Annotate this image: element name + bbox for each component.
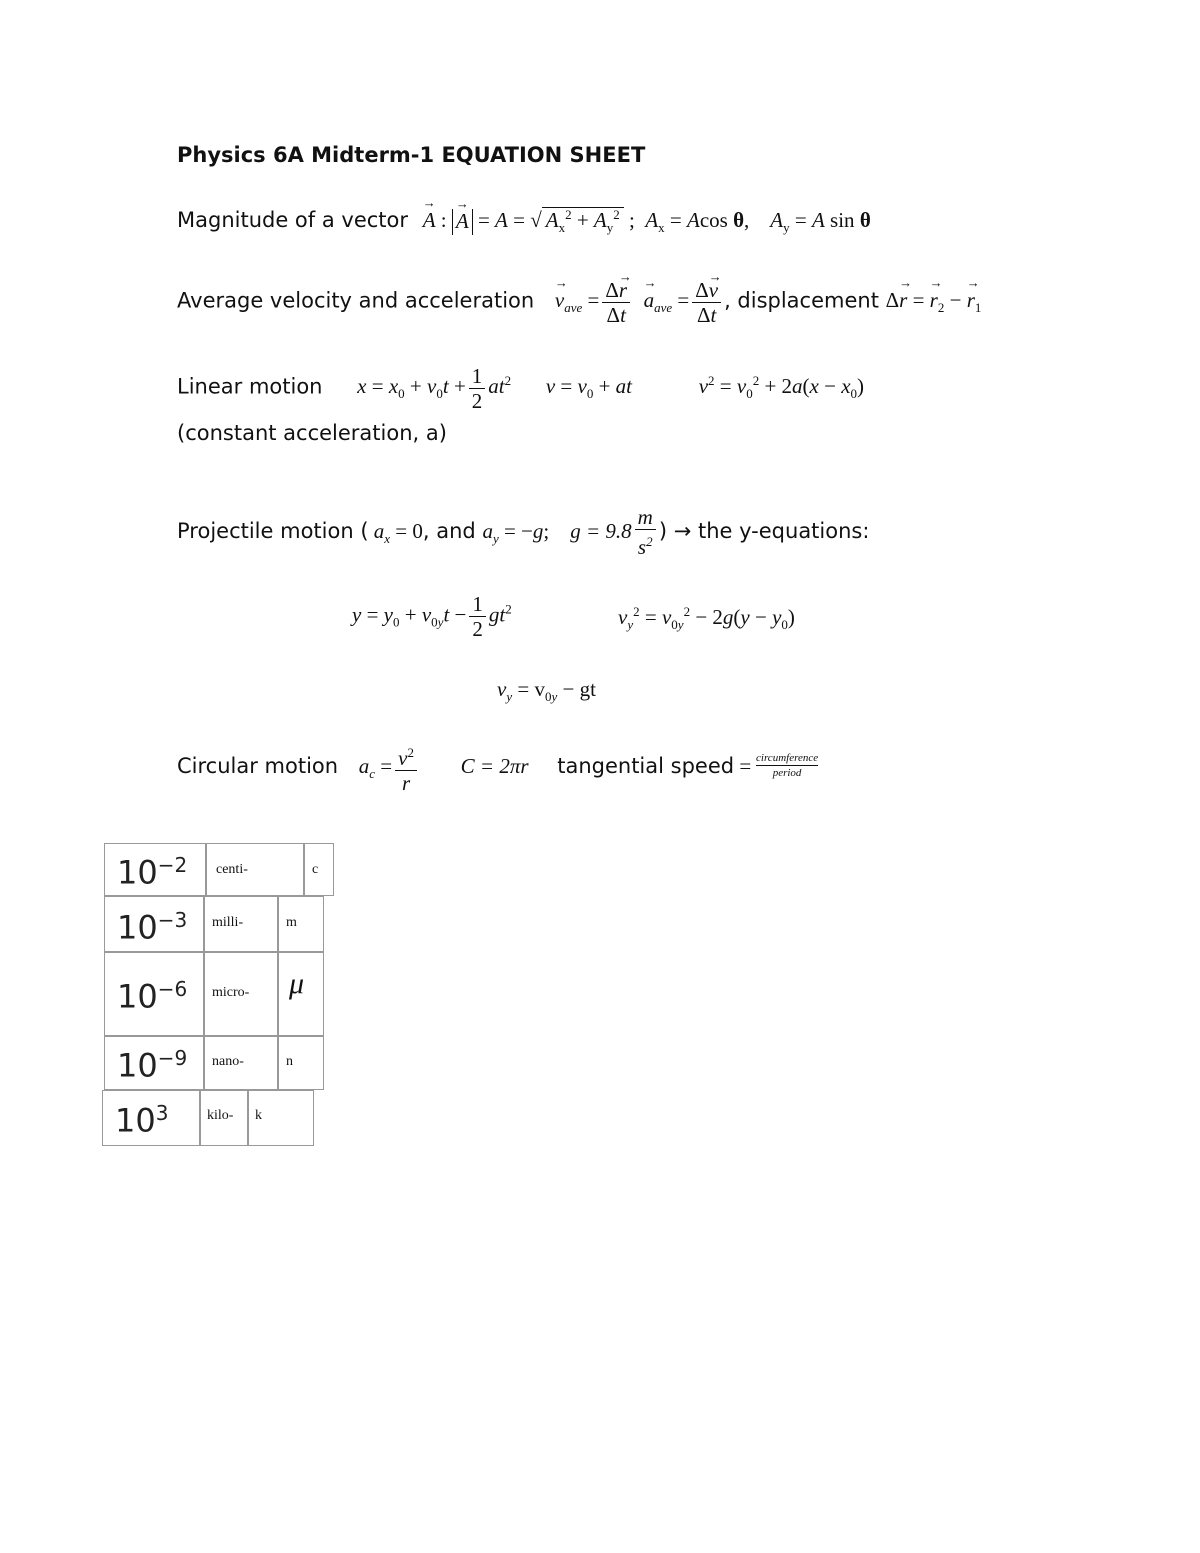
prefix-symbol: n [286,1054,293,1069]
projectile-and: , and [422,519,476,543]
prefix-name: nano- [212,1054,244,1069]
circumference-eq: C = 2πr [460,753,529,778]
projectile-row: Projectile motion ( $a_x = 0$, and $a_y = -g$; g = 9.8 $\frac{m}{s^2}$ ) → the y-equations: [177,505,870,559]
tangential-label: tangential speed [557,753,735,778]
velocity-row: Average velocity and acceleration $v \to_{ave}$ = $\frac{\Delta r \to}{\Delta t}$ $a \to_{ave}$ = $\frac{\Delta v \to}{\Delta t}$ , displacement Δr → = $r \to_2 - r \to_1$ [177,278,981,327]
prefix-name: milli- [212,915,244,930]
prefix-symbol: c [312,862,319,877]
linear-label: Linear motion [177,374,323,399]
prefix-symbol: k [255,1108,262,1123]
table-row: $10^{-9}$ [104,1036,204,1090]
vector-magnitude-row: Magnitude of a vector A → : A → = A = √ $A_x^2 + A_y^2$ ; $A_x = Acos$ θ, $A_y = A$ sin θ [177,207,871,236]
velocity-label: Average velocity and acceleration [177,288,535,313]
prefix-symbol: m [286,915,297,930]
projectile-vy2-equation: $v_y^2 = v_{0y}^2 - 2g(y - y_0)$ [618,604,795,633]
prefix-symbol: μ [289,967,305,1000]
prefix-name: micro- [212,985,250,1000]
projectile-arrow: ) → the y-equations: [658,519,870,543]
vector-label: Magnitude of a vector [177,208,408,232]
projectile-label: Projectile motion ( [177,519,369,543]
circular-row: Circular motion $a_c$ = $\frac{v^2}{r}$ C = 2πr tangential speed = [177,741,751,795]
page-title: Physics 6A Midterm-1 EQUATION SHEET [177,143,646,167]
displacement-label: , displacement [724,288,879,313]
g-value: g = 9.8 [570,519,632,543]
table-row: $10^{-2}$ [104,843,206,896]
linear-motion-row: Linear motion $x = x_0 + v_0t$ + $\frac{1}{2}$ $at^2$ $v = v_0$ + at $v^2 = v_0^2 + 2a(x - x_0)$ [177,364,865,413]
linear-sublabel: (constant acceleration, a) [177,421,447,445]
projectile-vy-equation: $v_y = v_{0y}$ − gt [497,677,596,705]
table-row: $10^3$ [102,1090,200,1146]
table-row: $10^{-3}$ [104,896,204,952]
projectile-y-equation: $y = y_0 + v_{0y}t$ − $\frac{1}{2}$ $gt^2$ [352,592,512,641]
prefix-name: centi- [216,862,248,877]
circular-label: Circular motion [177,753,339,778]
table-row: $10^{-6}$ [104,952,204,1036]
tangential-fraction: circumference period [756,752,819,779]
prefix-name: kilo- [207,1108,234,1123]
